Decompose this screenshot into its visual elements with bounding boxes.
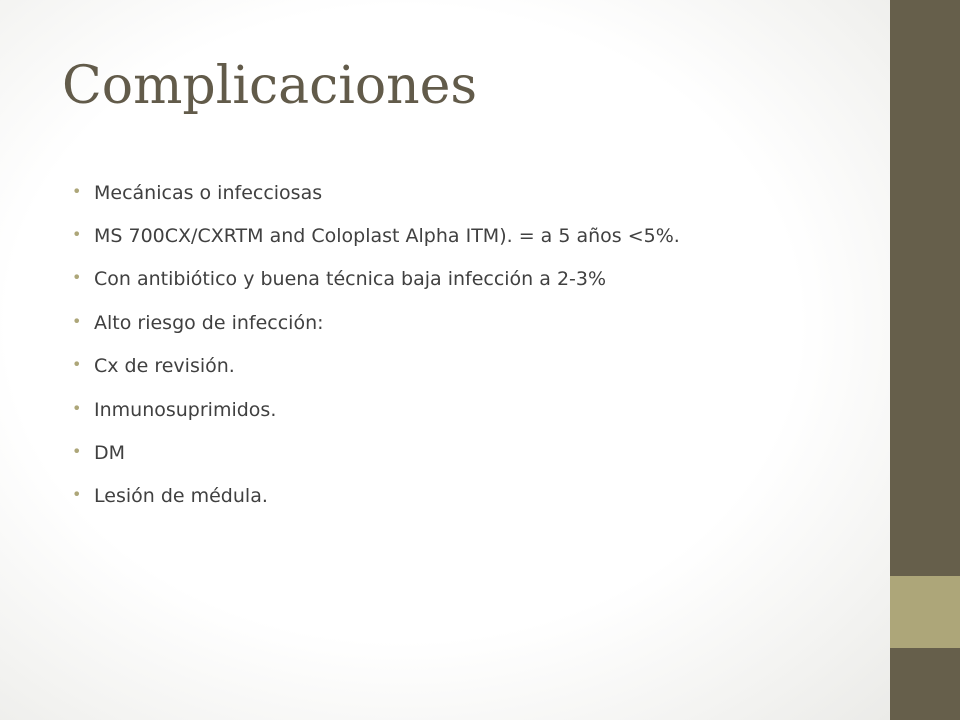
bullet-dot-icon: • (72, 224, 82, 244)
bullet-dot-icon: • (72, 268, 82, 288)
bullet-item (72, 214, 872, 257)
bullet-item (72, 258, 872, 301)
bullet-item (72, 345, 872, 388)
bullet-text: MS 700CX/CXRTM and Coloplast Alpha ITM). = a 5 años <5%. (94, 225, 680, 248)
bullet-dot-icon: • (72, 354, 82, 374)
bullet-text: Alto riesgo de infección: (94, 311, 324, 334)
bullet-item (72, 171, 872, 214)
side-accent-bar (890, 0, 960, 720)
bullet-text: Cx de revisión. (94, 355, 235, 378)
bullet-dot-icon: • (72, 441, 82, 461)
bullet-item (72, 431, 872, 474)
bullet-dot-icon: • (72, 311, 82, 331)
bullet-text: Mecánicas o infecciosas (94, 181, 323, 204)
side-bar-middle (890, 576, 960, 648)
bullet-item (72, 475, 872, 518)
slide-title: Complicaciones (62, 56, 478, 116)
bullet-list (72, 171, 872, 518)
side-bar-top (890, 0, 960, 576)
bullet-text: Con antibiótico y buena técnica baja infección a 2-3% (94, 268, 607, 291)
bullet-dot-icon: • (72, 398, 82, 418)
bullet-item (72, 301, 872, 344)
bullet-item (72, 388, 872, 431)
bullet-dot-icon: • (72, 181, 82, 201)
side-bar-bottom (890, 648, 960, 720)
bullet-text: Lesión de médula. (94, 485, 268, 508)
bullet-dot-icon: • (72, 485, 82, 505)
bullet-text: DM (94, 442, 126, 465)
bullet-text: Inmunosuprimidos. (94, 398, 277, 421)
